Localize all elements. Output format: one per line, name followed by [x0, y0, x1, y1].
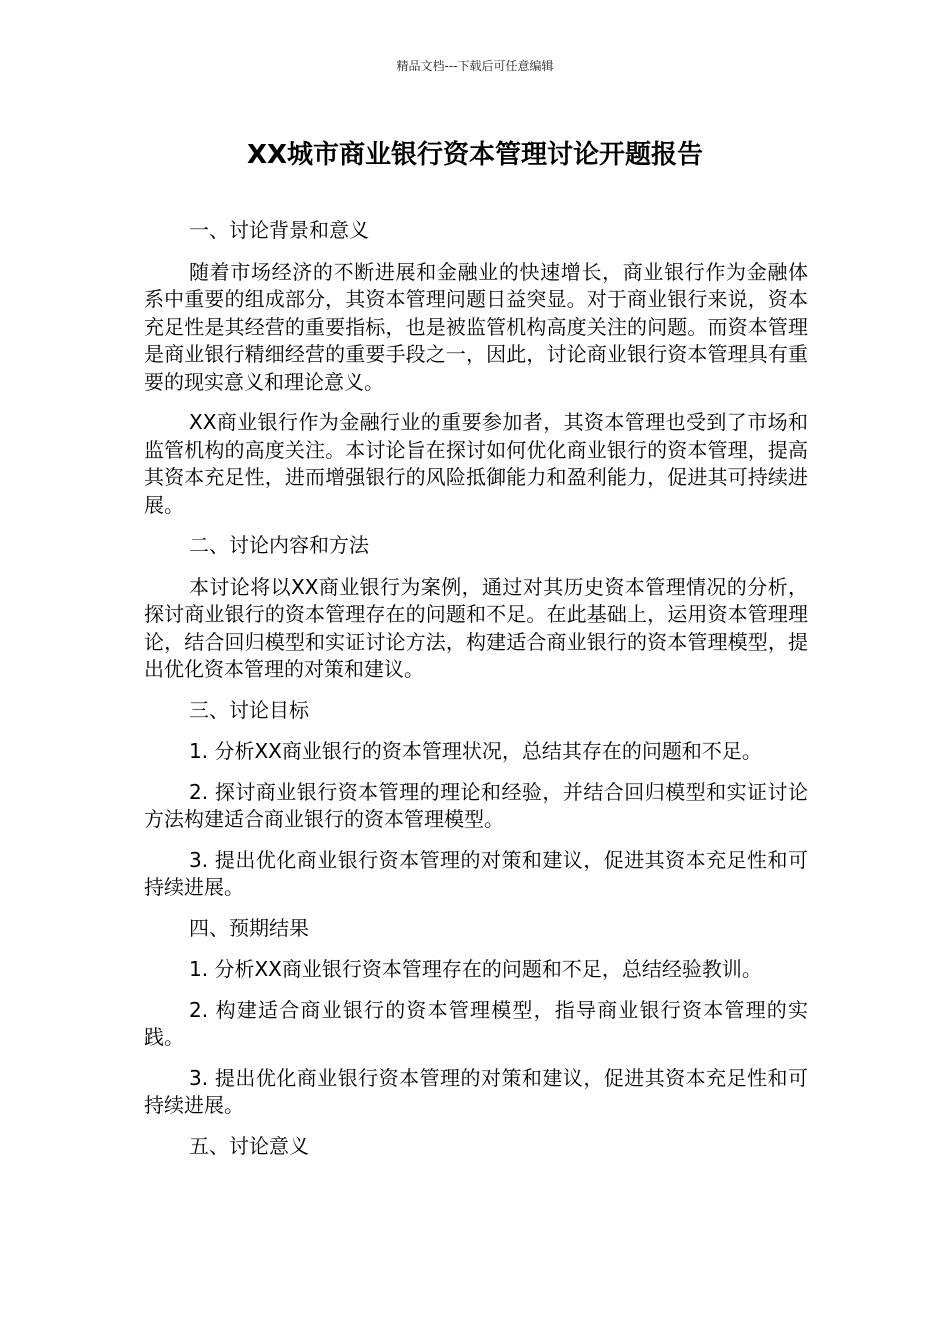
result-item-3: 3. 提出优化商业银行资本管理的对策和建议，促进其资本充足性和可持续进展。 — [144, 1065, 808, 1117]
paragraph-content-method: 本讨论将以XX商业银行为案例，通过对其历史资本管理情况的分析，探讨商业银行的资本管理存在的问题和不足。在此基础上，运用资本管理理论，结合回归模型和实证讨论方法，构建适合商业银行的资本管理模型，提出优化资本管理的对策和建议。 — [144, 574, 808, 681]
paragraph-background-1: 随着市场经济的不断进展和金融业的快速增长，商业银行作为金融体系中重要的组成部分，其资本管理问题日益突显。对于商业银行来说，资本充足性是其经营的重要指标，也是被监管机构高度关注的问题。而资本管理是商业银行精细经营的重要手段之一，因此，讨论商业银行资本管理具有重要的现实意义和理论意义。 — [144, 259, 808, 394]
paragraph-background-2: XX商业银行作为金融行业的重要参加者，其资本管理也受到了市场和监管机构的高度关注。本讨论旨在探讨如何优化商业银行的资本管理，提高其资本充足性，进而增强银行的风险抵御能力和盈利能力，促进其可持续进展。 — [144, 410, 808, 517]
objective-item-1: 1. 分析XX商业银行的资本管理状况，总结其存在的问题和不足。 — [189, 739, 762, 763]
result-item-1: 1. 分析XX商业银行资本管理存在的问题和不足，总结经验教训。 — [189, 957, 762, 981]
section-heading-background: 一、讨论背景和意义 — [189, 218, 369, 242]
document-title: XX城市商业银行资本管理讨论开题报告 — [246, 140, 704, 170]
objective-item-2: 2. 探讨商业银行资本管理的理论和经验，并结合回归模型和实证讨论方法构建适合商业银行的资本管理模型。 — [144, 779, 808, 831]
document-body — [144, 217, 808, 1174]
objective-item-3: 3. 提出优化商业银行资本管理的对策和建议，促进其资本充足性和可持续进展。 — [144, 847, 808, 899]
result-item-2: 2. 构建适合商业银行的资本管理模型，指导商业银行资本管理的实践。 — [144, 997, 808, 1049]
section-heading-objectives: 三、讨论目标 — [189, 697, 309, 722]
header-note: 精品文档---下载后可任意编辑 — [396, 59, 554, 73]
section-heading-content-method: 二、讨论内容和方法 — [189, 533, 369, 557]
section-heading-expected-results: 四、预期结果 — [189, 915, 309, 940]
section-heading-significance: 五、讨论意义 — [189, 1133, 309, 1158]
